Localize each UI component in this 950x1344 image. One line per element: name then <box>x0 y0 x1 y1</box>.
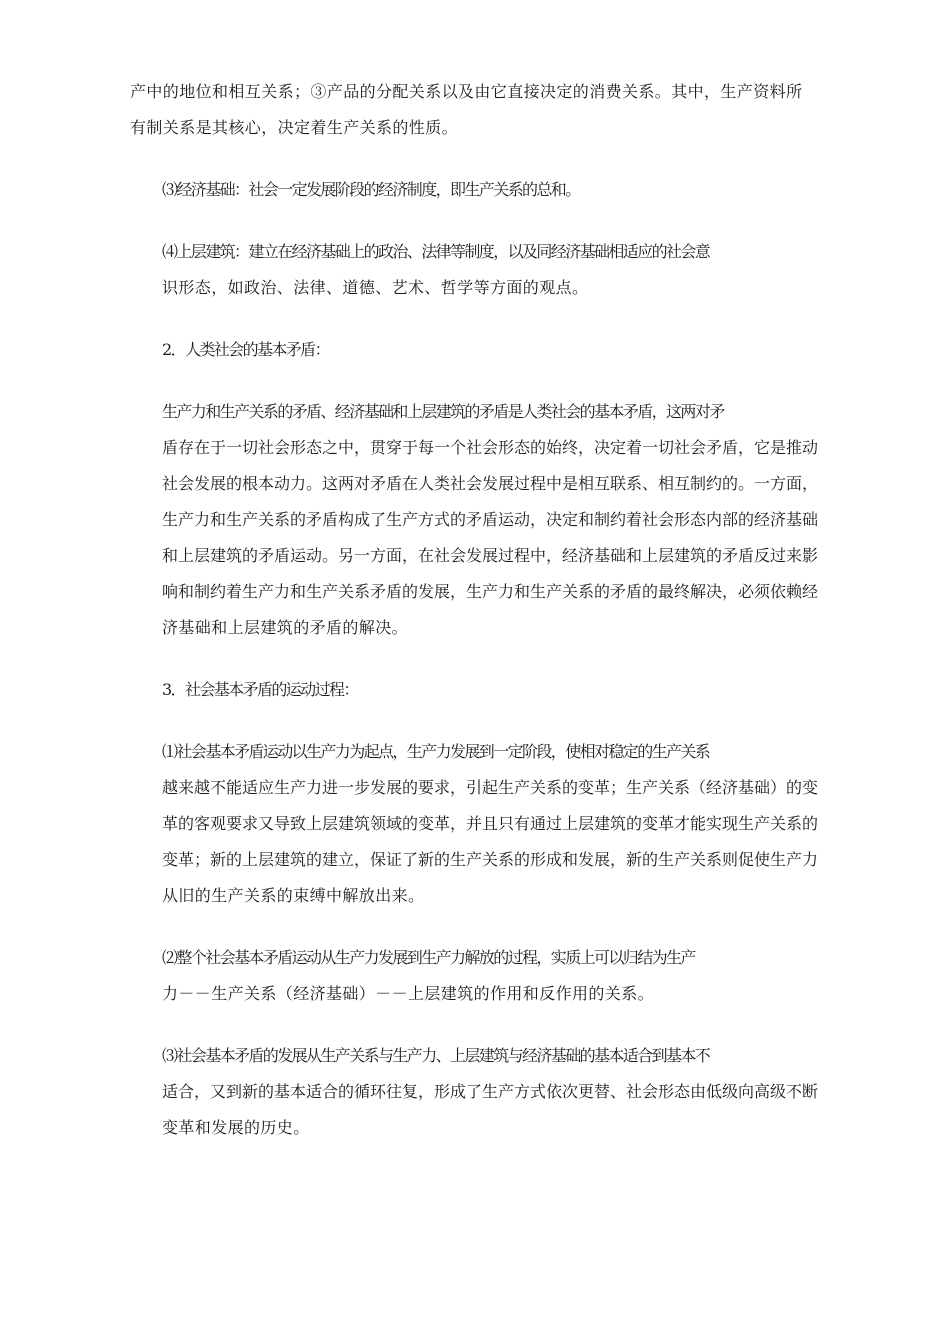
text-line: 力－－生产关系（经济基础）－－上层建筑的作用和反作用的关系。 <box>162 984 655 1003</box>
heading-text: 2．人类社会的基本矛盾： <box>162 340 329 359</box>
text-line: 盾存在于一切社会形态之中，贯穿于每一个社会形态的始终，决定着一切社会矛盾，它是推动 <box>162 438 819 457</box>
paragraph-movement-item-1 <box>130 734 820 914</box>
section-heading-movement-process <box>130 672 820 708</box>
text-line: 识形态，如政治、法律、道德、艺术、哲学等方面的观点。 <box>162 278 589 297</box>
paragraph-continuation <box>130 74 820 146</box>
paragraph-basic-contradiction <box>130 394 820 646</box>
heading-text: 3．社会基本矛盾的运动过程： <box>162 680 358 699</box>
section-heading-basic-contradiction <box>130 332 820 368</box>
paragraph-movement-item-3 <box>130 1038 820 1146</box>
text-line: 生产力和生产关系的矛盾构成了生产方式的矛盾运动，决定和制约着社会形态内部的经济基础 <box>162 510 819 529</box>
text-line: ⑴社会基本矛盾运动以生产力为起点，生产力发展到一定阶段，使相对稳定的生产关系 <box>162 742 710 761</box>
text-line: 革的客观要求又导致上层建筑领域的变革，并且只有通过上层建筑的变革才能实现生产关系的 <box>162 814 819 833</box>
text-line: 社会发展的根本动力。这两对矛盾在人类社会发展过程中是相互联系、相互制约的。一方面， <box>162 474 819 493</box>
paragraph-superstructure <box>130 234 820 306</box>
text-line: 越来越不能适应生产力进一步发展的要求，引起生产关系的变革；生产关系（经济基础）的变 <box>162 778 819 797</box>
text-line: 产中的地位和相互关系；③产品的分配关系以及由它直接决定的消费关系。其中，生产资料所 <box>130 82 803 101</box>
text-line: 和上层建筑的矛盾运动。另一方面，在社会发展过程中，经济基础和上层建筑的矛盾反过来影 <box>162 546 819 565</box>
text-line: 变革和发展的历史。 <box>162 1118 310 1137</box>
text-line: 变革；新的上层建筑的建立，保证了新的生产关系的形成和发展，新的生产关系则促使生产力 <box>162 850 819 869</box>
document-body <box>130 74 820 1172</box>
text-line: 济基础和上层建筑的矛盾的解决。 <box>162 618 409 637</box>
text-line: ⑶经济基础：社会一定发展阶段的经济制度，即生产关系的总和。 <box>162 180 580 199</box>
text-line: ⑶社会基本矛盾的发展从生产关系与生产力、上层建筑与经济基础的基本适合到基本不 <box>162 1046 710 1065</box>
text-line: ⑵整个社会基本矛盾运动从生产力发展到生产力解放的过程，实质上可以归结为生产 <box>162 948 695 967</box>
paragraph-economic-base <box>130 172 820 208</box>
text-line: 生产力和生产关系的矛盾、经济基础和上层建筑的矛盾是人类社会的基本矛盾，这两对矛 <box>162 402 724 421</box>
text-line: 响和制约着生产力和生产关系矛盾的发展，生产力和生产关系的矛盾的最终解决，必须依赖经 <box>162 582 819 601</box>
paragraph-movement-item-2 <box>130 940 820 1012</box>
text-line: 适合，又到新的基本适合的循环往复，形成了生产方式依次更替、社会形态由低级向高级不断 <box>162 1082 819 1101</box>
text-line: 从旧的生产关系的束缚中解放出来。 <box>162 886 425 905</box>
text-line: ⑷上层建筑：建立在经济基础上的政治、法律等制度，以及同经济基础相适应的社会意 <box>162 242 710 261</box>
text-line: 有制关系是其核心，决定着生产关系的性质。 <box>130 118 459 137</box>
